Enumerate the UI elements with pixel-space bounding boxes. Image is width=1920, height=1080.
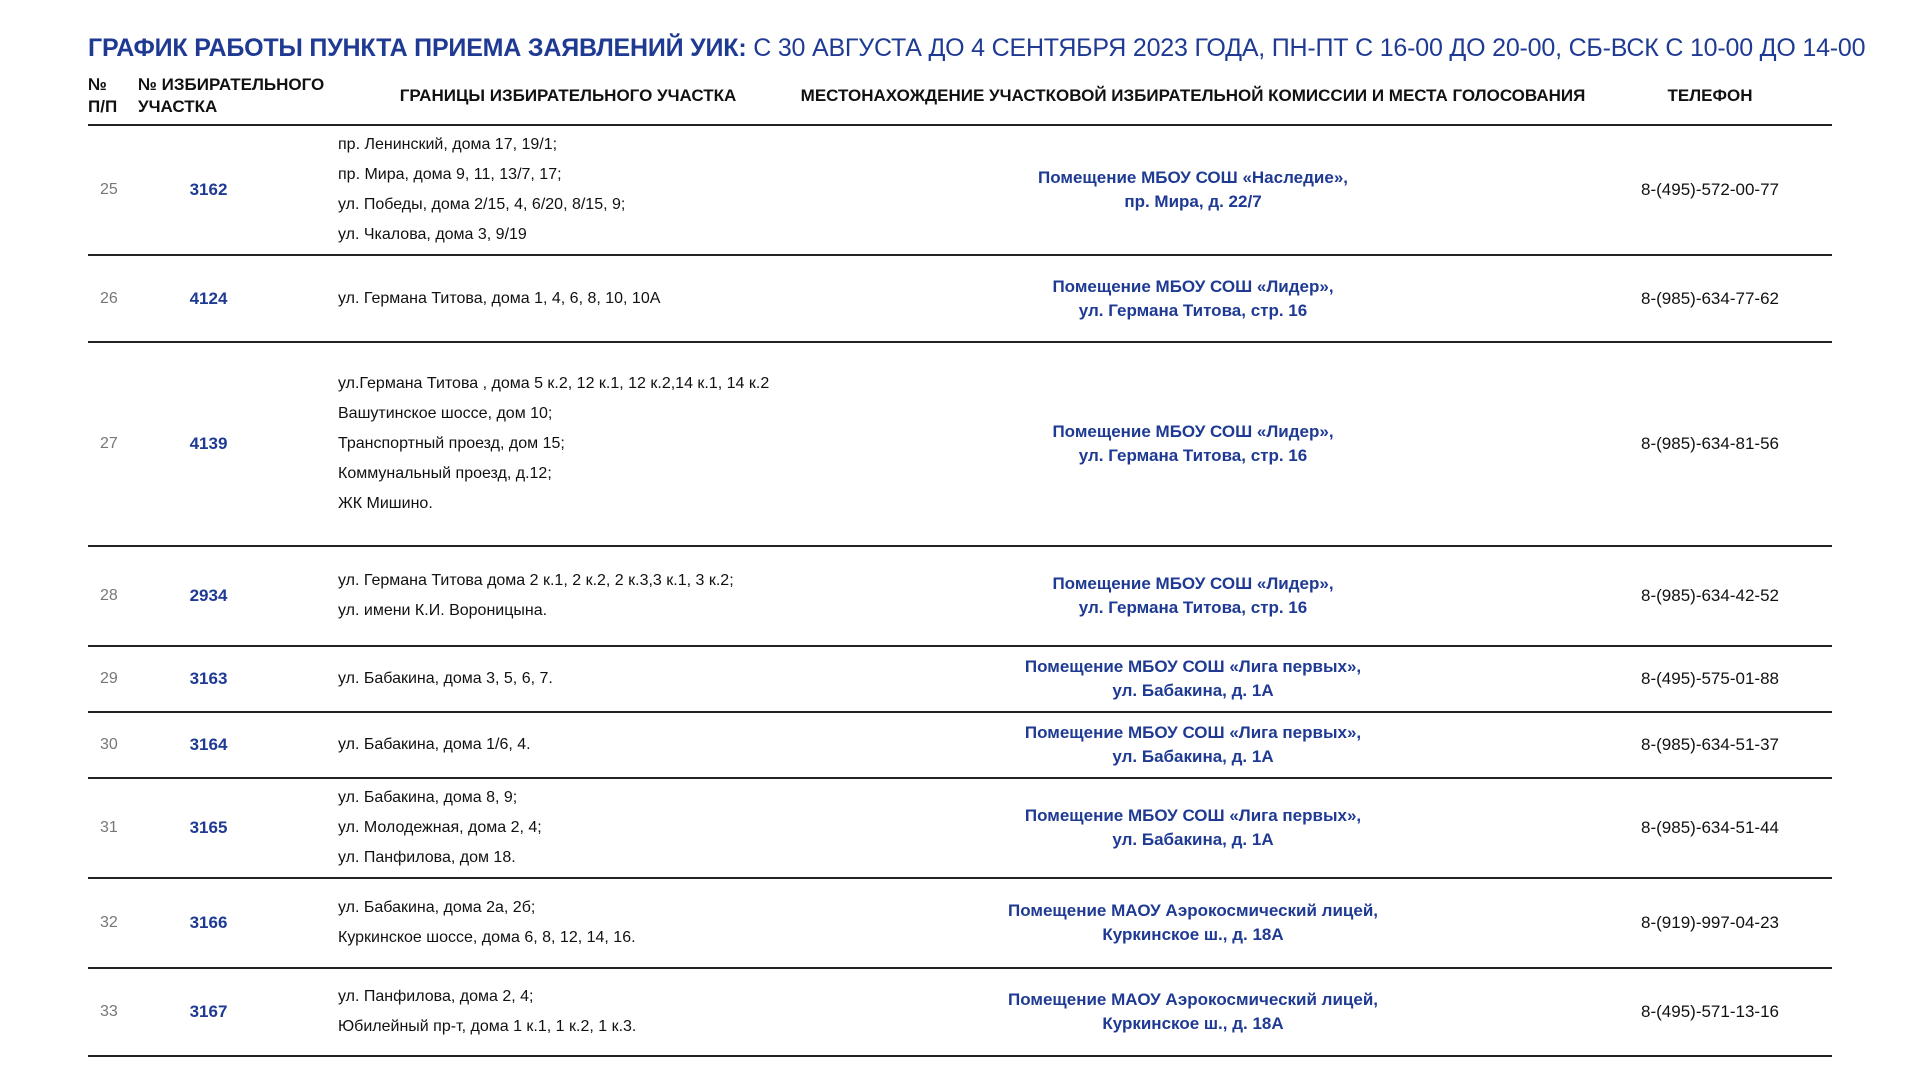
precinct-boundaries — [338, 778, 798, 878]
header-number-line1: № — [88, 75, 107, 94]
row-number: 29 — [88, 646, 138, 712]
boundary-line: ЖК Мишино. — [338, 495, 433, 512]
precinct-table — [88, 70, 1832, 1057]
location-name: Помещение МБОУ СОШ «Наследие», — [1037, 168, 1348, 187]
precinct-number: 3163 — [138, 646, 338, 712]
precinct-boundaries — [338, 342, 798, 546]
table-body — [88, 125, 1832, 1056]
table-row — [88, 255, 1832, 342]
boundary-line: ул. Бабакина, дома 2а, 2б; — [338, 899, 536, 916]
header-number-line2: П/П — [88, 97, 118, 116]
location-name: Помещение МБОУ СОШ «Лидер», — [1052, 422, 1334, 441]
precinct-boundaries — [338, 255, 798, 342]
row-number: 25 — [88, 125, 138, 255]
table-row — [88, 342, 1832, 546]
polling-location — [798, 778, 1588, 878]
phone-number: 8-(985)-634-51-37 — [1588, 712, 1832, 778]
location-name: Помещение МАОУ Аэрокосмический лицей, — [1008, 990, 1378, 1009]
location-name: Помещение МБОУ СОШ «Лига первых», — [1024, 657, 1362, 676]
table-row — [88, 646, 1832, 712]
location-address: Куркинское ш., д. 18А — [1102, 925, 1284, 944]
location-address: ул. Бабакина, д. 1А — [1112, 830, 1274, 849]
boundary-line: пр. Мира, дома 9, 11, 13/7, 17; — [338, 166, 562, 183]
boundary-line: ул.Германа Титова , дома 5 к.2, 12 к.1, 12 к.2,14 к.1, 14 к.2 — [338, 375, 770, 392]
phone-number: 8-(495)-571-13-16 — [1588, 968, 1832, 1056]
boundary-line: Вашутинское шоссе, дом 10; — [338, 405, 553, 422]
precinct-number: 3167 — [138, 968, 338, 1056]
boundary-line: Транспортный проезд, дом 15; — [338, 435, 565, 452]
precinct-number: 3166 — [138, 878, 338, 968]
location-address: ул. Германа Титова, стр. 16 — [1078, 300, 1308, 320]
precinct-number: 3165 — [138, 778, 338, 878]
location-name: Помещение МАОУ Аэрокосмический лицей, — [1008, 901, 1378, 920]
boundary-line: ул. Молодежная, дома 2, 4; — [338, 819, 542, 836]
table-header-row — [88, 70, 1832, 125]
precinct-boundaries — [338, 968, 798, 1056]
header-precinct-line2: УЧАСТКА — [138, 97, 218, 116]
polling-location — [798, 255, 1588, 342]
header-boundaries: ГРАНИЦЫ ИЗБИРАТЕЛЬНОГО УЧАСТКА — [338, 70, 798, 125]
precinct-number: 4124 — [138, 255, 338, 342]
polling-location — [798, 968, 1588, 1056]
page-title — [88, 30, 1866, 66]
location-address: пр. Мира, д. 22/7 — [1124, 192, 1262, 211]
phone-number: 8-(985)-634-77-62 — [1588, 255, 1832, 342]
phone-number: 8-(985)-634-51-44 — [1588, 778, 1832, 878]
polling-location — [798, 125, 1588, 255]
location-address: ул. Бабакина, д. 1А — [1112, 681, 1274, 700]
precinct-boundaries — [338, 546, 798, 646]
row-number: 30 — [88, 712, 138, 778]
location-address: ул. Германа Титова, стр. 16 — [1078, 598, 1308, 617]
location-name: Помещение МБОУ СОШ «Лидер», — [1052, 276, 1334, 296]
polling-location — [798, 712, 1588, 778]
boundary-line: ул. Бабакина, дома 8, 9; — [338, 789, 518, 806]
location-name: Помещение МБОУ СОШ «Лига первых», — [1024, 806, 1362, 825]
row-number: 27 — [88, 342, 138, 546]
polling-location — [798, 878, 1588, 968]
location-address: ул. Германа Титова, стр. 16 — [1078, 446, 1308, 465]
boundary-line: Куркинское шоссе, дома 6, 8, 12, 14, 16. — [338, 929, 636, 946]
boundary-line: Юбилейный пр-т, дома 1 к.1, 1 к.2, 1 к.3. — [338, 1018, 637, 1035]
boundary-line: ул. Бабакина, дома 1/6, 4. — [338, 736, 531, 753]
boundary-line: ул. Чкалова, дома 3, 9/19 — [338, 226, 527, 243]
precinct-number: 2934 — [138, 546, 338, 646]
phone-number: 8-(495)-575-01-88 — [1588, 646, 1832, 712]
table-row — [88, 546, 1832, 646]
precinct-boundaries — [338, 646, 798, 712]
precinct-number: 4139 — [138, 342, 338, 546]
precinct-boundaries — [338, 712, 798, 778]
location-address: ул. Бабакина, д. 1А — [1112, 747, 1274, 766]
header-phone: ТЕЛЕФОН — [1588, 70, 1832, 125]
phone-number: 8-(495)-572-00-77 — [1588, 125, 1832, 255]
phone-number: 8-(919)-997-04-23 — [1588, 878, 1832, 968]
precinct-boundaries — [338, 125, 798, 255]
header-precinct-line1: № ИЗБИРАТЕЛЬНОГО — [138, 75, 325, 94]
precinct-number: 3162 — [138, 125, 338, 255]
polling-location — [798, 546, 1588, 646]
row-number: 26 — [88, 255, 138, 342]
table-row — [88, 125, 1832, 255]
phone-number: 8-(985)-634-81-56 — [1588, 342, 1832, 546]
location-name: Помещение МБОУ СОШ «Лига первых», — [1024, 723, 1362, 742]
row-number: 33 — [88, 968, 138, 1056]
boundary-line: ул. Бабакина, дома 3, 5, 6, 7. — [338, 670, 553, 687]
boundary-line: ул. имени К.И. Вороницына. — [338, 602, 548, 619]
row-number: 32 — [88, 878, 138, 968]
boundary-line: ул. Германа Титова дома 2 к.1, 2 к.2, 2 к.3,3 к.1, 3 к.2; — [338, 572, 734, 589]
boundary-line: ул. Германа Титова, дома 1, 4, 6, 8, 10, 10А — [338, 289, 661, 307]
polling-location — [798, 646, 1588, 712]
precinct-number: 3164 — [138, 712, 338, 778]
location-address: Куркинское ш., д. 18А — [1102, 1014, 1284, 1033]
boundary-line: пр. Ленинский, дома 17, 19/1; — [338, 136, 558, 153]
header-number — [88, 70, 138, 125]
table-row — [88, 712, 1832, 778]
precinct-boundaries — [338, 878, 798, 968]
table-row — [88, 778, 1832, 878]
boundary-line: ул. Панфилова, дом 18. — [338, 849, 516, 866]
row-number: 31 — [88, 778, 138, 878]
schedule-page — [88, 30, 1866, 1057]
phone-number: 8-(985)-634-42-52 — [1588, 546, 1832, 646]
table-row — [88, 968, 1832, 1056]
boundary-line: ул. Панфилова, дома 2, 4; — [338, 988, 534, 1005]
title-bold: ГРАФИК РАБОТЫ ПУНКТА ПРИЕМА ЗАЯВЛЕНИЙ УИК: — [88, 34, 747, 62]
table-row — [88, 878, 1832, 968]
row-number: 28 — [88, 546, 138, 646]
boundary-line: ул. Победы, дома 2/15, 4, 6/20, 8/15, 9; — [338, 196, 626, 213]
header-precinct-number — [138, 70, 338, 125]
location-name: Помещение МБОУ СОШ «Лидер», — [1052, 574, 1334, 593]
title-schedule: С 30 АВГУСТА ДО 4 СЕНТЯБРЯ 2023 ГОДА, ПН-ПТ С 16-00 ДО 20-00, СБ-ВСК С 10-00 ДО 14-00 — [746, 34, 1866, 62]
polling-location — [798, 342, 1588, 546]
boundary-line: Коммунальный проезд, д.12; — [338, 465, 552, 482]
header-location: МЕСТОНАХОЖДЕНИЕ УЧАСТКОВОЙ ИЗБИРАТЕЛЬНОЙ КОМИССИИ И МЕСТА ГОЛОСОВАНИЯ — [798, 70, 1588, 125]
